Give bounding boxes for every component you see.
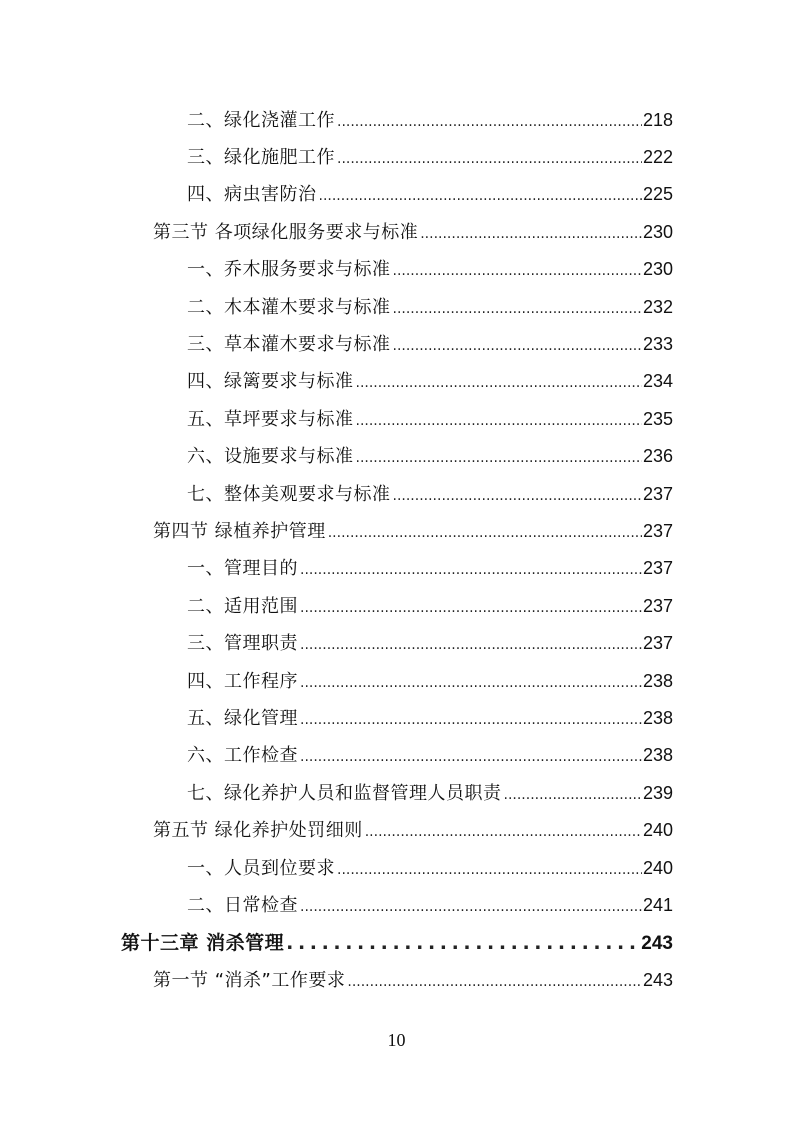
dot-leader [300, 899, 642, 915]
toc-entry-page: 238 [642, 670, 673, 691]
toc-entry[interactable] [0, 736, 793, 773]
toc-entry-page: 232 [642, 296, 673, 317]
dot-leader [337, 862, 642, 878]
toc-entry-title: 四、工作程序 [187, 670, 298, 692]
dot-leader [356, 450, 642, 466]
toc-entry-title: 一、乔木服务要求与标准 [187, 259, 391, 281]
toc-entry-title: 第三节 各项绿化服务要求与标准 [153, 221, 419, 243]
dot-leader [300, 749, 642, 765]
dot-leader [300, 712, 642, 728]
dot-leader [356, 413, 642, 429]
toc-entry[interactable] [0, 698, 793, 735]
toc-entry-page: 236 [642, 446, 673, 467]
toc-entry-page: 230 [642, 259, 673, 280]
toc-entry-page: 218 [642, 109, 673, 130]
toc-entry-title: 二、绿化浇灌工作 [187, 109, 335, 131]
toc-entry[interactable] [0, 212, 793, 249]
toc-entry-page: 243 [641, 932, 673, 954]
toc-entry[interactable] [0, 324, 793, 361]
toc-entry-page: 243 [642, 969, 673, 990]
toc-entry[interactable] [0, 810, 793, 847]
toc-entry[interactable] [0, 100, 793, 137]
toc-entry-title: 四、绿篱要求与标准 [187, 371, 354, 393]
toc-entry-page: 237 [642, 558, 673, 579]
dot-leader [319, 188, 642, 204]
dot-leader [337, 151, 642, 167]
toc-entry[interactable] [0, 511, 793, 548]
toc-entry-page: 240 [642, 820, 673, 841]
dot-leader [393, 301, 642, 317]
toc-entry-title: 第四节 绿植养护管理 [153, 520, 326, 542]
toc-entry-title: 一、管理目的 [187, 558, 298, 580]
toc-entry[interactable] [0, 137, 793, 174]
dot-leader [504, 787, 642, 803]
dot-leader [347, 974, 642, 990]
toc-entry[interactable] [0, 623, 793, 660]
toc-entry[interactable] [0, 287, 793, 324]
toc-entry-page: 237 [642, 595, 673, 616]
toc-entry[interactable] [0, 175, 793, 212]
toc-entry-title: 五、绿化管理 [187, 707, 298, 729]
dot-leader [300, 675, 642, 691]
toc-entry-page: 240 [642, 857, 673, 878]
dot-leader [300, 600, 642, 616]
toc-entry[interactable] [0, 549, 793, 586]
toc-entry[interactable] [0, 923, 793, 960]
toc-entry-title: 三、草本灌木要求与标准 [187, 334, 391, 356]
toc-entry[interactable] [0, 885, 793, 922]
toc-entry[interactable] [0, 773, 793, 810]
toc-entry-page: 241 [642, 894, 673, 915]
toc-entry-title: 七、整体美观要求与标准 [187, 483, 391, 505]
toc-entry[interactable] [0, 661, 793, 698]
toc-entry-title: 一、人员到位要求 [187, 857, 335, 879]
toc-entry-page: 237 [642, 520, 673, 541]
toc-entry-title: 五、草坪要求与标准 [187, 408, 354, 430]
dot-leader [393, 338, 642, 354]
toc-entry-title: 三、绿化施肥工作 [187, 147, 335, 169]
toc-entry-page: 237 [642, 633, 673, 654]
dot-leader [328, 525, 642, 541]
toc-entry-page: 222 [642, 147, 673, 168]
dot-leader [286, 932, 640, 954]
toc-entry-page: 238 [642, 745, 673, 766]
toc-entry-title: 二、木本灌木要求与标准 [187, 296, 391, 318]
toc-entry-title: 第一节 “消杀”工作要求 [153, 969, 346, 991]
dot-leader [356, 375, 642, 391]
toc-entry[interactable] [0, 960, 793, 997]
toc-entry[interactable] [0, 362, 793, 399]
toc-entry-page: 239 [642, 782, 673, 803]
toc-entry-page: 234 [642, 371, 673, 392]
toc-entry-title: 六、工作检查 [187, 745, 298, 767]
dot-leader [300, 562, 642, 578]
toc-entry-page: 237 [642, 483, 673, 504]
toc-entry-page: 233 [642, 334, 673, 355]
toc-entry[interactable] [0, 848, 793, 885]
toc-entry-title: 第十三章 消杀管理 [121, 931, 285, 954]
toc-entry[interactable] [0, 437, 793, 474]
dot-leader [300, 637, 642, 653]
toc-entry-page: 230 [642, 221, 673, 242]
dot-leader [420, 226, 642, 242]
toc-entry-title: 三、管理职责 [187, 633, 298, 655]
toc-entry[interactable] [0, 399, 793, 436]
toc-entry[interactable] [0, 586, 793, 623]
toc-entry-page: 235 [642, 408, 673, 429]
page-number: 10 [387, 1030, 406, 1050]
dot-leader [365, 824, 642, 840]
table-of-contents [0, 100, 793, 997]
dot-leader [393, 488, 642, 504]
toc-entry-page: 238 [642, 707, 673, 728]
toc-entry-title: 二、适用范围 [187, 595, 298, 617]
toc-entry-title: 第五节 绿化养护处罚细则 [153, 820, 363, 842]
toc-entry-title: 六、设施要求与标准 [187, 446, 354, 468]
toc-entry-title: 二、日常检查 [187, 894, 298, 916]
dot-leader [337, 114, 642, 130]
toc-entry[interactable] [0, 250, 793, 287]
toc-entry-title: 七、绿化养护人员和监督管理人员职责 [187, 782, 502, 804]
toc-entry[interactable] [0, 474, 793, 511]
dot-leader [393, 263, 642, 279]
toc-entry-page: 225 [642, 184, 673, 205]
toc-entry-title: 四、病虫害防治 [187, 184, 317, 206]
